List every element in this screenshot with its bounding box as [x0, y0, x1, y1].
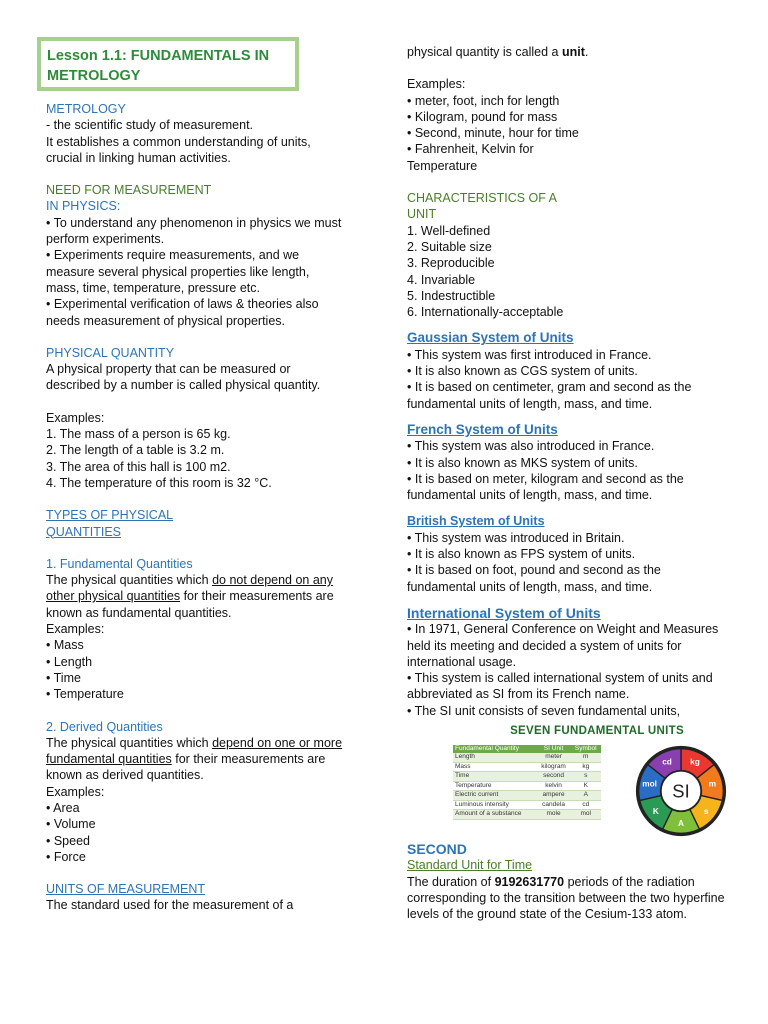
pq-example: 1. The mass of a person is 65 kg.: [46, 427, 231, 442]
left-column: [46, 101, 346, 914]
derived-heading: 2. Derived Quantities: [46, 719, 163, 734]
lesson-title-box: [37, 37, 299, 91]
table-cell: m: [571, 753, 602, 762]
table-cell: Temperature: [453, 781, 537, 791]
characteristics-heading-2: UNIT: [407, 207, 437, 222]
derived-body-post: for their measurements are known as derived quantities.: [46, 752, 326, 783]
physical-quantity-body: A physical property that can be measured or described by a number is called physical quantity.: [46, 362, 321, 393]
table-cell: A: [571, 791, 602, 801]
fundamental-example: • Mass: [46, 638, 84, 653]
international-item: • This system is called international system of units and abbreviated as SI from its French name.: [407, 671, 713, 702]
types-heading-1: TYPES OF PHYSICAL: [46, 508, 174, 523]
gaussian-heading: Gaussian System of Units: [407, 330, 574, 346]
derived-example: • Force: [46, 849, 86, 864]
wheel-label: mol: [642, 779, 657, 789]
gaussian-item: • This system was first introduced in France.: [407, 347, 652, 362]
table-cell: K: [571, 781, 602, 791]
derived-body: [46, 735, 346, 784]
si-units-figure: [447, 723, 747, 835]
table-cell: kilogram: [537, 762, 571, 772]
table-cell: cd: [571, 800, 602, 810]
unit-examples-label: Examples:: [407, 77, 466, 92]
characteristic-item: 5. Indestructible: [407, 288, 496, 303]
unit-example: • meter, foot, inch for length: [407, 93, 560, 108]
fundamental-example: • Length: [46, 654, 93, 669]
characteristic-item: 2. Suitable size: [407, 239, 492, 254]
french-item: • This system was also introduced in France.: [407, 439, 655, 454]
table-row: [453, 753, 601, 762]
unit-example: • Fahrenheit, Kelvin for Temperature: [407, 142, 534, 173]
fundamental-body-underlined: do not depend on any other physical quantities: [46, 573, 334, 604]
british-heading: British System of Units: [407, 514, 545, 529]
characteristic-item: 1. Well-defined: [407, 223, 491, 238]
second-definition: [407, 874, 732, 923]
characteristic-item: 4. Invariable: [407, 272, 476, 287]
need-item: • Experimental verification of laws & theories also needs measurement of physical properties.: [46, 297, 319, 328]
table-cell: s: [571, 772, 602, 782]
table-cell: Mass: [453, 762, 537, 772]
si-header-symbol: Symbol: [571, 745, 602, 754]
table-cell: ampere: [537, 791, 571, 801]
british-item: • It is also known as FPS system of units.: [407, 547, 636, 562]
gaussian-item: • It is also known as CGS system of units.: [407, 364, 638, 379]
metrology-line-1: - the scientific study of measurement.: [46, 118, 254, 133]
si-units-wheel: [635, 745, 727, 837]
derived-body-underlined: depend on one or more fundamental quantities: [46, 735, 343, 767]
table-cell: Length: [453, 753, 537, 762]
si-table-header: [453, 745, 601, 754]
wheel-label: s: [703, 806, 709, 816]
fundamental-example: • Temperature: [46, 687, 124, 702]
wheel-center-label: SI: [672, 780, 690, 802]
units-body: The standard used for the measurement of a: [46, 898, 294, 913]
characteristic-item: 3. Reproducible: [407, 256, 495, 271]
derived-examples-label: Examples:: [46, 784, 105, 799]
wheel-label: kg: [690, 757, 700, 767]
international-heading: International System of Units: [407, 604, 601, 621]
table-row: [453, 810, 601, 820]
table-cell: second: [537, 772, 571, 782]
gaussian-item: • It is based on centimeter, gram and second as the fundamental units of length, mass, and time.: [407, 380, 692, 411]
right-column: [407, 44, 732, 922]
fundamental-body: [46, 572, 346, 621]
table-row: [453, 772, 601, 782]
lesson-title: Lesson 1.1: FUNDAMENTALS IN METROLOGY: [47, 48, 270, 84]
second-def-bold: 9192631770: [494, 874, 565, 889]
pq-example: 4. The temperature of this room is 32 °C.: [46, 475, 272, 490]
second-subheading: Standard Unit for Time: [407, 858, 533, 873]
second-heading: SECOND: [407, 840, 467, 857]
characteristic-item: 6. Internationally-acceptable: [407, 305, 564, 320]
need-heading-2: IN PHYSICS:: [46, 199, 121, 214]
si-figure-title: SEVEN FUNDAMENTAL UNITS: [510, 724, 684, 737]
unit-def-pre: physical quantity is called a: [407, 45, 562, 59]
table-cell: Amount of a substance: [453, 810, 537, 820]
table-cell: kelvin: [537, 781, 571, 791]
british-item: • It is based on foot, pound and second as the fundamental units of length, mass, and time.: [407, 563, 661, 594]
french-item: • It is based on meter, kilogram and second as the fundamental units of length, mass, and time.: [407, 471, 684, 503]
table-row: [453, 762, 601, 772]
fundamental-example: • Time: [46, 670, 81, 685]
fundamental-examples-label: Examples:: [46, 622, 105, 637]
french-heading: French System of Units: [407, 421, 558, 437]
metrology-line-2: It establishes a common understanding of units, crucial in linking human activities.: [46, 134, 311, 165]
need-item: • Experiments require measurements, and we measure several physical properties like length, mass, time, temperature, pressure etc.: [46, 248, 310, 295]
types-heading-2: QUANTITIES: [46, 524, 122, 539]
unit-example: • Kilogram, pound for mass: [407, 109, 558, 124]
pq-examples-label: Examples:: [46, 410, 105, 425]
table-cell: Luminous intensity: [453, 800, 537, 810]
units-heading: UNITS OF MEASUREMENT: [46, 882, 206, 897]
si-units-table: [453, 745, 601, 820]
derived-example: • Speed: [46, 833, 90, 848]
international-item: • The SI unit consists of seven fundamental units,: [407, 703, 681, 718]
table-cell: meter: [537, 753, 571, 762]
metrology-heading: METROLOGY: [46, 102, 126, 116]
table-cell: kg: [571, 762, 602, 772]
table-row: [453, 800, 601, 810]
si-header-quantity: Fundamental Quantity: [453, 745, 537, 754]
table-cell: mole: [537, 810, 571, 820]
fundamental-heading: 1. Fundamental Quantities: [46, 556, 193, 571]
fundamental-body-post: for their measurements are known as fundamental quantities.: [46, 589, 334, 620]
table-cell: Time: [453, 772, 537, 782]
derived-example: • Volume: [46, 817, 96, 832]
table-cell: candela: [537, 800, 571, 810]
british-item: • This system was introduced in Britain.: [407, 530, 625, 545]
table-row: [453, 781, 601, 791]
unit-def-bold: unit: [561, 45, 585, 59]
pq-example: 2. The length of a table is 3.2 m.: [46, 443, 225, 458]
second-def-post: periods of the radiation corresponding to the transition between the two hyperfine levels of the ground state of the Cesium-133 atom.: [407, 874, 725, 922]
need-item: • To understand any phenomenon in physics we must perform experiments.: [46, 215, 342, 247]
wheel-label: cd: [662, 757, 672, 767]
unit-def-post: .: [584, 45, 589, 59]
unit-definition-continued: [407, 44, 732, 60]
french-item: • It is also known as MKS system of units.: [407, 455, 638, 470]
international-item: • In 1971, General Conference on Weight and Measures held its meeting and decided a system of units for international usage.: [407, 622, 719, 669]
need-heading-1: NEED FOR MEASUREMENT: [46, 183, 212, 198]
table-row: [453, 791, 601, 801]
unit-example: • Second, minute, hour for time: [407, 126, 579, 141]
si-header-unit: SI Unit: [537, 745, 571, 754]
fundamental-body-pre: The physical quantities which: [46, 573, 213, 588]
table-cell: mol: [571, 810, 602, 820]
derived-body-pre: The physical quantities which: [46, 735, 213, 750]
table-cell: Electric current: [453, 791, 537, 801]
wheel-label: K: [652, 806, 659, 816]
wheel-label: m: [708, 779, 717, 789]
second-def-pre: The duration of: [407, 874, 495, 889]
wheel-label: A: [678, 818, 684, 828]
physical-quantity-heading: PHYSICAL QUANTITY: [46, 345, 175, 360]
characteristics-heading-1: CHARACTERISTICS OF A: [407, 191, 558, 206]
pq-example: 3. The area of this hall is 100 m2.: [46, 459, 231, 474]
derived-example: • Area: [46, 800, 80, 815]
